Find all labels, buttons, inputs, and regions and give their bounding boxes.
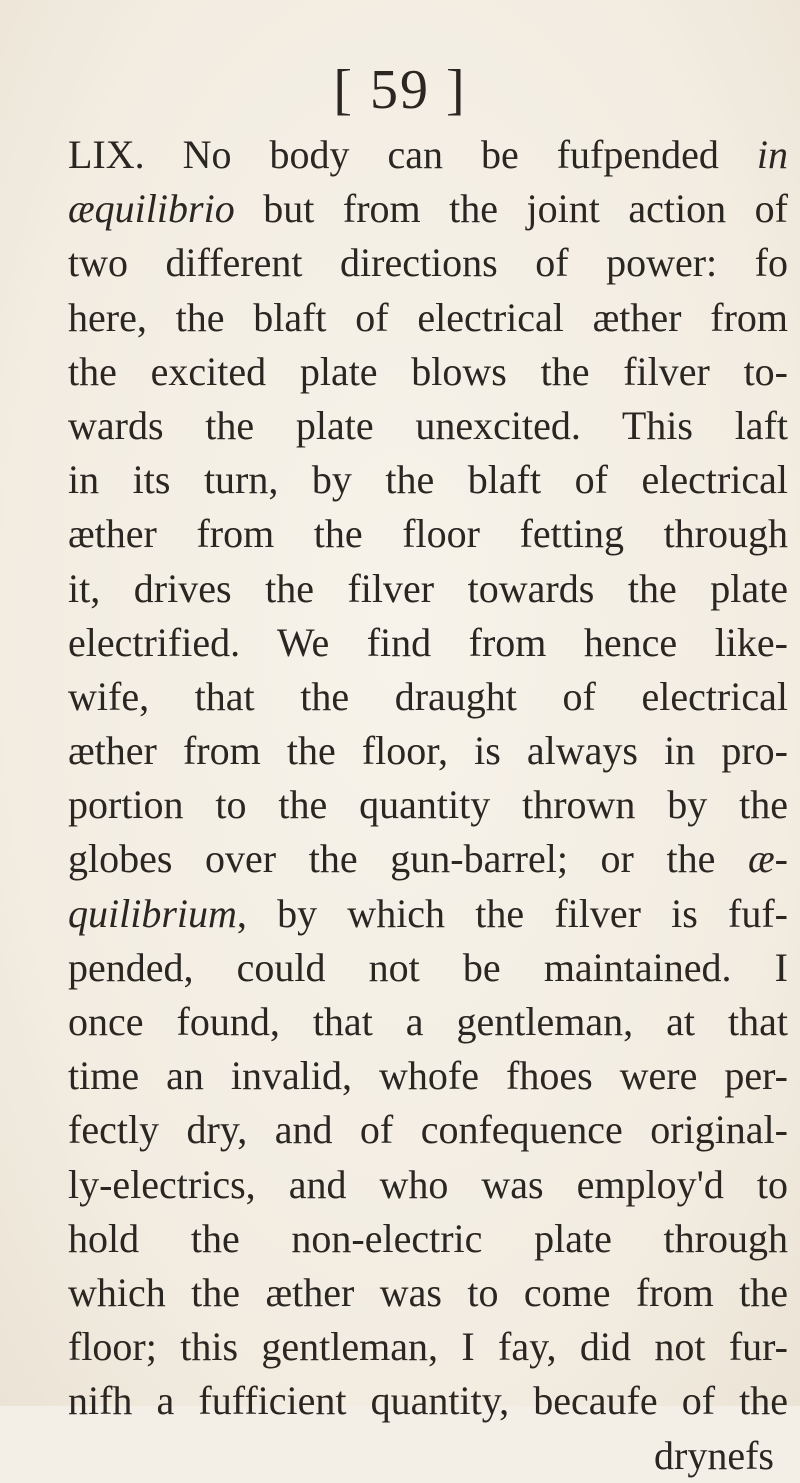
- text-line: [68, 562, 788, 616]
- text-segment: floor; this gentleman, I fay, did not fur-: [68, 1324, 788, 1370]
- text-line: [68, 453, 788, 507]
- text-segment: drynefs: [654, 1432, 774, 1478]
- italic-text: in: [756, 132, 788, 177]
- text-line: [68, 507, 788, 561]
- text-line: [68, 1049, 788, 1103]
- text-segment: time an invalid, whofe fhoes were per-: [68, 1053, 788, 1099]
- text-line: [68, 182, 788, 236]
- italic-text: quilibrium: [68, 890, 237, 936]
- text-segment: æther from the floor fetting through: [68, 511, 788, 557]
- text-segment: , by which the filver is fuf-: [236, 890, 788, 936]
- text-segment: ly-electrics, and who was employ'd to: [68, 1161, 788, 1207]
- text-segment: wards the plate unexcited. This laft: [68, 402, 788, 448]
- text-segment: but from the joint action of: [234, 186, 788, 232]
- text-segment: once found, that a gentleman, at that: [68, 999, 788, 1044]
- text-segment: the excited plate blows the filver to-: [68, 348, 788, 394]
- text-segment: two different directions of power: fo: [68, 240, 788, 286]
- text-line: [68, 887, 788, 941]
- text-line: [68, 399, 788, 453]
- text-segment: wife, that the draught of electrical: [68, 673, 788, 719]
- text-line: [68, 995, 788, 1049]
- italic-text: æ-: [748, 836, 788, 882]
- text-line: [68, 616, 788, 670]
- text-line: [68, 941, 788, 995]
- text-segment: hold the non-electric plate through: [68, 1215, 788, 1261]
- text-line: [68, 1429, 788, 1483]
- text-segment: it, drives the filver towards the plate: [68, 565, 788, 611]
- text-segment: fectly dry, and of confequence original-: [68, 1107, 788, 1153]
- text-line: [68, 1212, 788, 1266]
- text-segment: here, the blaft of electrical æther from: [68, 294, 788, 340]
- text-segment: electrified. We find from hence like-: [68, 619, 788, 665]
- text-line: [68, 724, 788, 778]
- text-line: [68, 345, 788, 399]
- text-line: [68, 670, 788, 724]
- text-line: [68, 1320, 788, 1374]
- text-line: [68, 1103, 788, 1157]
- italic-text: æquilibrio: [68, 186, 235, 232]
- text-segment: portion to the quantity thrown by the: [68, 782, 788, 828]
- text-line: [68, 1374, 788, 1428]
- text-line: [68, 291, 788, 345]
- text-segment: æther from the floor, is always in pro-: [68, 728, 788, 774]
- body-text: [68, 128, 788, 1483]
- text-segment: nifh a fufficient quantity, becaufe of the: [68, 1378, 788, 1424]
- text-line: [68, 128, 788, 182]
- page-number: [ 59 ]: [333, 59, 467, 121]
- text-line: [68, 1158, 788, 1212]
- text-line: [68, 832, 788, 886]
- text-segment: in its turn, by the blaft of electrical: [68, 457, 788, 503]
- text-segment: globes over the gun-barrel; or the: [68, 836, 748, 882]
- text-line: [68, 236, 788, 290]
- text-segment: pended, could not be maintained. I: [68, 944, 788, 990]
- text-segment: LIX. No body can be fufpended: [68, 132, 757, 177]
- text-line: [68, 1266, 788, 1320]
- text-segment: which the æther was to come from the: [68, 1269, 788, 1315]
- text-line: [68, 778, 788, 832]
